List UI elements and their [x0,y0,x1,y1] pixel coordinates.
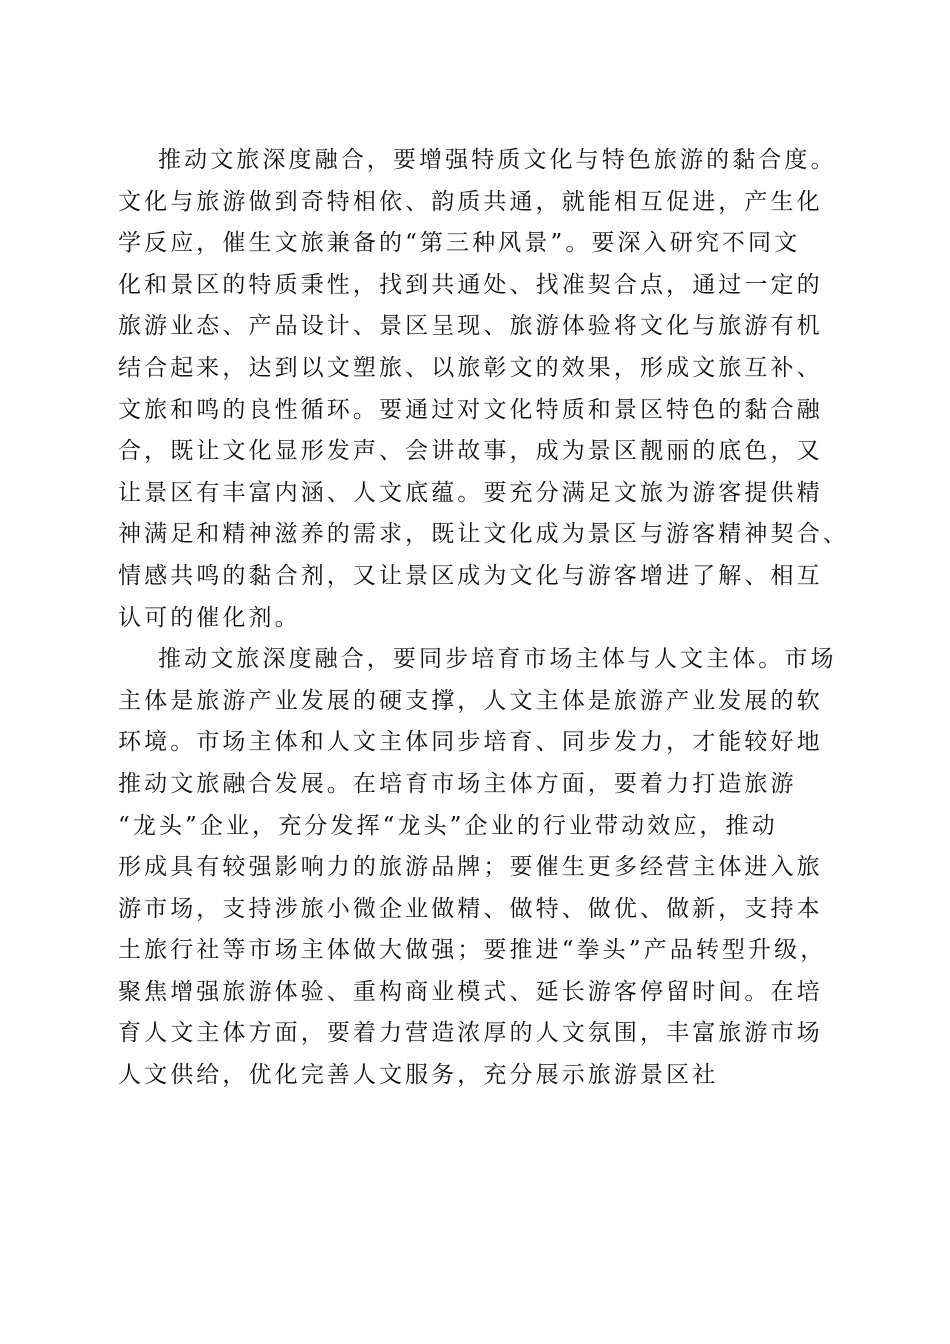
paragraph-1 [118,140,849,639]
text-line: 育人文主体方面，要着力营造浓厚的人文氛围，丰富旅游市场 [118,1020,823,1047]
document-body [118,140,849,1097]
text-line: 化和景区的特质秉性，找到共通处、找准契合点，通过一定的 [118,271,823,298]
text-line: 主体是旅游产业发展的硬支撑，人文主体是旅游产业发展的软 [118,687,823,714]
text-line: 神满足和精神滋养的需求，既让文化成为景区与游客精神契合、 [118,521,849,548]
text-line: 文化与旅游做到奇特相依、韵质共通，就能相互促进，产生化 [118,188,823,215]
text-line: 情感共鸣的黏合剂，又让景区成为文化与游客增进了解、相互 [118,562,823,589]
text-line: 聚焦增强旅游体验、重构商业模式、延长游客停留时间。在培 [118,978,823,1005]
text-line: 结合起来，达到以文塑旅、以旅彰文的效果，形成文旅互补、 [118,354,823,381]
text-line: 游市场，支持涉旅小微企业做精、做特、做优、做新，支持本 [118,895,823,922]
text-line: 推动文旅深度融合，要同步培育市场主体与人文主体。市场 [158,646,837,673]
text-line: 土旅行社等市场主体做大做强；要推进“拳头”产品转型升级， [118,937,827,964]
text-line: 形成具有较强影响力的旅游品牌；要催生更多经营主体进入旅 [118,854,823,881]
text-line: 推动文旅融合发展。在培育市场主体方面，要着力打造旅游 [118,770,797,797]
text-line: 环境。市场主体和人文主体同步培育、同步发力，才能较好地 [118,729,823,756]
text-line: 文旅和鸣的良性循环。要通过对文化特质和景区特色的黏合融 [118,396,823,423]
text-line: 合，既让文化显形发声、会讲故事，成为景区靓丽的底色，又 [118,438,823,465]
text-line: 人文供给，优化完善人文服务，充分展示旅游景区社 [118,1062,719,1089]
text-line: 让景区有丰富内涵、人文底蕴。要充分满足文旅为游客提供精 [118,479,823,506]
text-line: 学反应，催生文旅兼备的“第三种风景”。要深入研究不同文 [118,230,801,257]
text-line: 推动文旅深度融合，要增强特质文化与特色旅游的黏合度。 [158,147,837,173]
text-line: 认可的催化剂。 [118,604,301,631]
paragraph-2 [118,639,838,1097]
text-line: “龙头”企业，充分发挥“龙头”企业的行业带动效应，推动 [118,812,778,839]
text-line: 旅游业态、产品设计、景区呈现、旅游体验将文化与旅游有机 [118,313,823,340]
